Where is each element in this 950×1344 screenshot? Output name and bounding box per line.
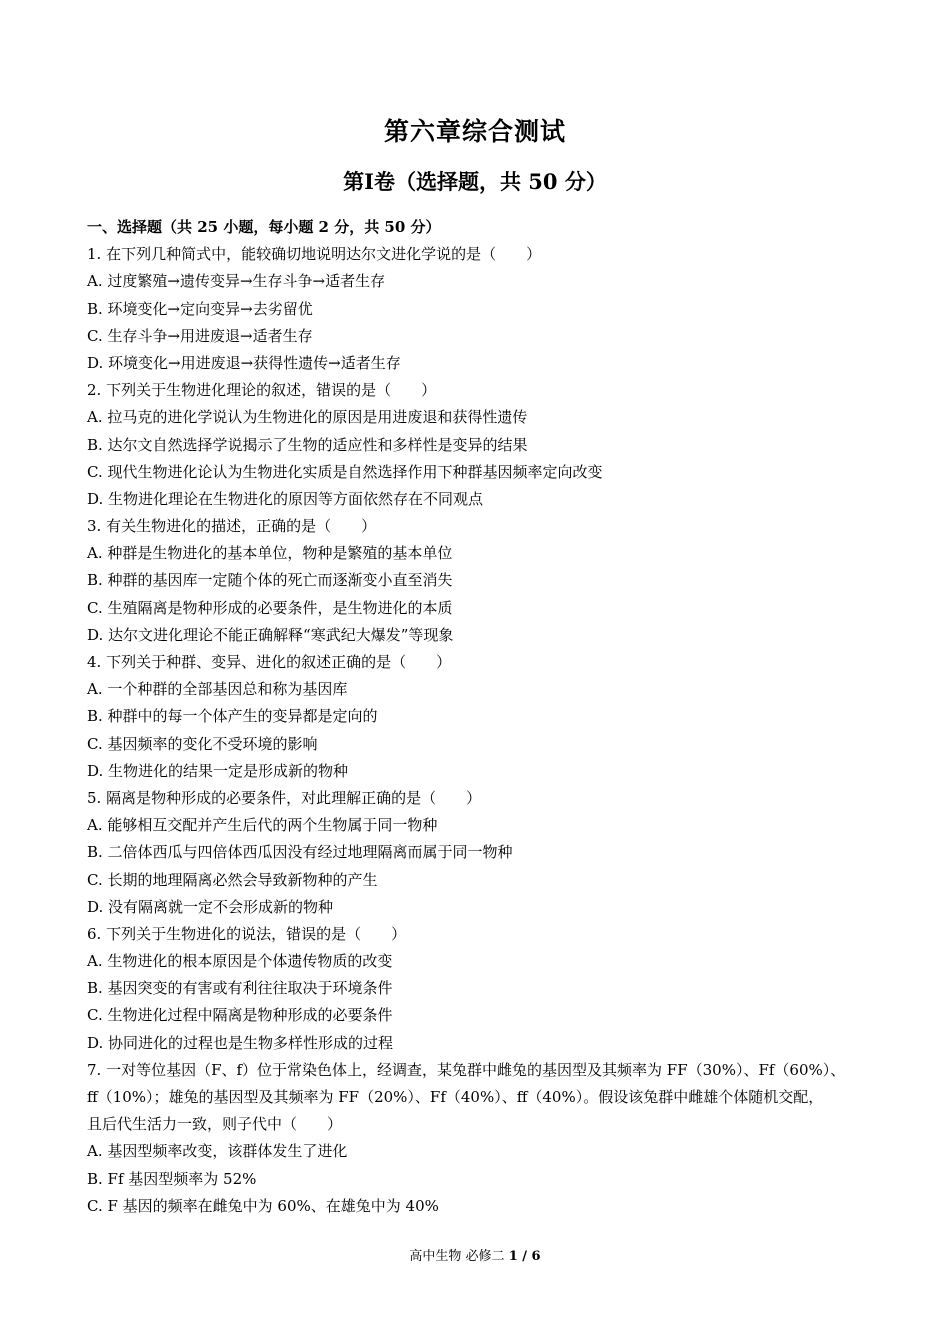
question-3 [87, 513, 877, 649]
option-d: D. 生物进化的结果一定是形成新的物种 [87, 761, 349, 780]
option-a: A. 种群是生物进化的基本单位，物种是繁殖的基本单位 [87, 544, 453, 563]
option-c: C. 生殖隔离是物种形成的必要条件，是生物进化的本质 [87, 598, 453, 617]
option-b: B. 种群的基因库一定随个体的死亡而逐渐变小直至消失 [87, 571, 453, 590]
question-stem: 2. 下列关于生物进化理论的叙述，错误的是（ ） [87, 381, 437, 400]
question-stem-line-2: ff（10%）；雄兔的基因型及其频率为 FF（20%）、Ff（40%）、ff（40%）。假设该兔群中雌雄个体随机交配， [87, 1088, 824, 1106]
option-b: B. 二倍体西瓜与四倍体西瓜因没有经过地理隔离而属于同一物种 [87, 843, 513, 862]
option-b: B. 种群中的每一个体产生的变异都是定向的 [87, 707, 378, 726]
option-c: C. F 基因的频率在雌兔中为 60%、在雄兔中为 40% [87, 1196, 439, 1215]
option-a: A. 一个种群的全部基因总和称为基因库 [87, 680, 348, 699]
option-a: A. 基因型频率改变，该群体发生了进化 [87, 1142, 348, 1161]
section-subtitle: 第I卷（选择题，共 50 分） [343, 169, 607, 194]
question-stem: 6. 下列关于生物进化的说法，错误的是（ ） [87, 924, 407, 943]
question-stem: 3. 有关生物进化的描述，正确的是（ ） [87, 517, 377, 536]
page-number: 1 / 6 [508, 1249, 541, 1264]
option-c: C. 现代生物进化论认为生物进化实质是自然选择作用下种群基因频率定向改变 [87, 462, 603, 481]
option-a: A. 能够相互交配并产生后代的两个生物属于同一物种 [87, 816, 438, 835]
question-stem: 5. 隔离是物种形成的必要条件，对此理解正确的是（ ） [87, 788, 482, 807]
option-b: B. 基因突变的有害或有利往往取决于环境条件 [87, 979, 393, 998]
question-6 [87, 921, 877, 1057]
option-d: D. 环境变化→用进废退→获得性遗传→适者生存 [87, 353, 401, 372]
option-a: A. 拉马克的进化学说认为生物进化的原因是用进废退和获得性遗传 [87, 408, 528, 427]
option-d: D. 达尔文进化理论不能正确解释“寒武纪大爆发”等现象 [87, 625, 454, 644]
page-footer [0, 1245, 950, 1264]
question-stem-line-1: 7. 一对等位基因（F、f）位于常染色体上，经调查，某兔群中雌兔的基因型及其频率为 FF（30%）、Ff（60%）、 [87, 1060, 846, 1079]
question-5 [87, 785, 877, 921]
footer-subject: 高中生物 必修二 [409, 1249, 505, 1264]
option-b: B. 环境变化→定向变异→去劣留优 [87, 299, 313, 318]
question-stem: 4. 下列关于种群、变异、进化的叙述正确的是（ ） [87, 653, 452, 671]
option-c: C. 生存斗争→用进废退→适者生存 [87, 326, 313, 345]
option-d: D. 协同进化的过程也是生物多样性形成的过程 [87, 1033, 394, 1052]
question-stem: 1. 在下列几种简式中，能较确切地说明达尔文进化学说的是（ ） [87, 245, 542, 264]
question-stem-line-3: 且后代生活力一致，则子代中（ ） [87, 1115, 343, 1134]
option-b: B. Ff 基因型频率为 52% [87, 1169, 257, 1188]
question-1 [87, 241, 877, 377]
document-content [87, 214, 877, 1220]
section-heading: 一、选择题（共 25 小题，每小题 2 分，共 50 分） [87, 218, 441, 236]
option-a: A. 生物进化的根本原因是个体遗传物质的改变 [87, 952, 393, 971]
question-4 [87, 649, 877, 785]
option-a: A. 过度繁殖→遗传变异→生存斗争→适者生存 [87, 272, 386, 291]
option-c: C. 基因频率的变化不受环境的影响 [87, 734, 318, 753]
document-title: 第六章综合测试 [383, 117, 566, 146]
option-d: D. 没有隔离就一定不会形成新的物种 [87, 897, 334, 916]
question-2 [87, 377, 877, 513]
option-d: D. 生物进化理论在生物进化的原因等方面依然存在不同观点 [87, 489, 484, 508]
option-c: C. 长期的地理隔离必然会导致新物种的产生 [87, 870, 378, 889]
option-c: C. 生物进化过程中隔离是物种形成的必要条件 [87, 1006, 393, 1025]
question-7 [87, 1057, 877, 1220]
option-b: B. 达尔文自然选择学说揭示了生物的适应性和多样性是变异的结果 [87, 435, 528, 454]
